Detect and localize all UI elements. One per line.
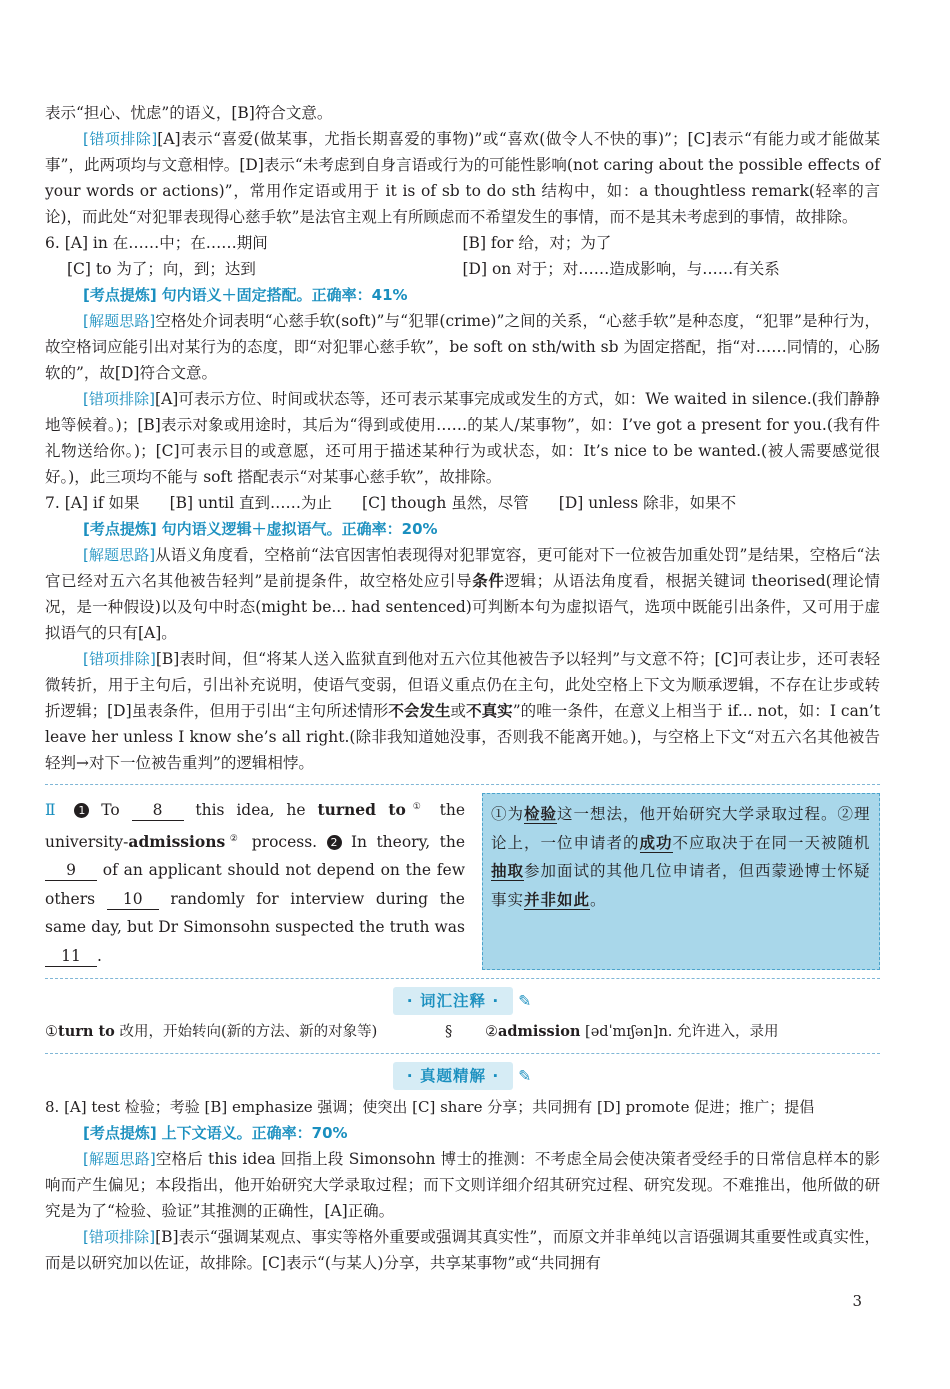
q7-option-a: 7. [A] if 如果 bbox=[45, 494, 140, 512]
q8-solution: [解题思路]空格后 this idea 回指上段 Simonsohn 博士的推测：不考虑全局会使决策者受经手的日常信息样本的影响而产生偏见；本段指出，他开始研究大学录取过程；而下文则详细介绍其研究过程、研究发现。不难推出，他所做的研究是为了“检验、验证”其推测的正确性，[A]正确。 bbox=[45, 1150, 880, 1221]
pen-icon: ✎ bbox=[518, 992, 533, 1011]
pen-icon: ✎ bbox=[518, 1067, 533, 1086]
vocab-item-2: ②admission [ədˈmɪʃən]n. 允许进入，录用 bbox=[485, 1023, 779, 1041]
sentence-marker-2: 2 bbox=[327, 835, 342, 850]
q6-option-c: [C] to 为了；向，到；达到 bbox=[67, 260, 256, 278]
blank-10: 10 bbox=[107, 889, 159, 910]
page-number: 3 bbox=[852, 1292, 862, 1310]
q7-keypoint: [考点提炼] 句内语义逻辑＋虚拟语气。正确率：20% bbox=[83, 520, 438, 538]
q6-option-a: 6. [A] in 在……中；在……期间 bbox=[45, 234, 268, 252]
blank-11: 11 bbox=[45, 946, 97, 967]
q7-solution: [解题思路]从语义角度看，空格前“法官因害怕表现得对犯罪宽容，更可能对下一位被告加重处罚”是结果，空格后“法官已经对五六名其他被告轻判”是前提条件，故空格处应引导条件逻辑；从语法角度看，根据关键词 theorised(理论情况，是一种假设)以及句中时态(might be... had sentenced)可判断本句为虚拟语气，选项中既能引出条件，又可用于虚拟语气的只有[A]。 bbox=[45, 546, 880, 642]
passage-section bbox=[45, 793, 880, 970]
q6-options-row2 bbox=[45, 256, 880, 282]
vocab-item-1: ①turn to 改用，开始转向(新的方法、新的对象等) bbox=[45, 1023, 378, 1041]
q8-error-exclusion: [错项排除][B]表示“强调某观点、事实等格外重要或强调其真实性”，而原文并非单纯以言语强调其重要性或真实性，而是以研究加以佐证，故排除。[C]表示“(与某人)分享，共享某事物”或“共同拥有 bbox=[45, 1228, 880, 1273]
blank-8: 8 bbox=[132, 800, 184, 821]
translation-box: ①为检验这一想法，他开始研究大学录取过程。②理论上，一位申请者的成功不应取决于在同一天被随机抽取参加面试的其他几位申请者，但西蒙逊博士怀疑事实并非如此。 bbox=[482, 793, 880, 970]
q6-solution: [解题思路]空格处介词表明“心慈手软(soft)”与“犯罪(crime)”之间的关系，“心慈手软”是种态度，“犯罪”是种行为，故空格词应能引出对某行为的态度，即“对犯罪心慈手软”，be soft on sth/with sb 为固定搭配，指“对……同情的，心肠软的”，故[D]符合文意。 bbox=[45, 312, 880, 382]
divider bbox=[45, 784, 880, 785]
answer-banner: · 真题精解 · ✎ bbox=[45, 1062, 880, 1090]
paragraph-top: 表示“担心、忧虑”的语义，[B]符合文意。 bbox=[45, 104, 333, 122]
separator-icon: § bbox=[445, 1024, 453, 1041]
tag-error: [错项排除] bbox=[83, 130, 158, 148]
q7-option-b: [B] until 直到……为止 bbox=[169, 494, 333, 512]
q6-options-row1 bbox=[45, 230, 880, 256]
vocab-list bbox=[45, 1019, 880, 1045]
q7-options bbox=[45, 490, 880, 516]
blank-9: 9 bbox=[45, 860, 97, 881]
q8-keypoint: [考点提炼] 上下文语义。正确率：70% bbox=[83, 1124, 348, 1143]
q6-keypoint: [考点提炼] 句内语义＋固定搭配。正确率：41% bbox=[83, 286, 408, 304]
q6-option-b: [B] for 给，对；为了 bbox=[462, 234, 612, 252]
q7-option-c: [C] though 虽然，尽管 bbox=[362, 494, 529, 512]
divider bbox=[45, 1053, 880, 1054]
error-exclusion-5: [错项排除][A]表示“喜爱(做某事，尤指长期喜爱的事物)”或“喜欢(做令人不快的事)”；[C]表示“有能力或才能做某事”，此两项均与文意相悖。[D]表示“未考虑到自身言语或行为的可能性影响(not caring about the possible effects of your words or actions)”，常用作定语或用于 it is of sb to do sth 结构中，如：a thoughtless remark(轻率的言论)，而此处“对犯罪表现得心慈手软”是法官主观上有所顾虑而不希望发生的事情，而不是其未考虑到的事情，故排除。 bbox=[45, 130, 880, 226]
section-number: Ⅱ bbox=[45, 801, 63, 820]
passage-text: Ⅱ 1 To 8 this idea, he turned to① the university-admissions② process. 2 In theory, the 9 of an applicant should not depend on the few others 10 randomly for interview during the same day, but Dr Simonsohn suspected the truth was 11 . bbox=[45, 800, 465, 965]
q7-error-exclusion: [错项排除][B]表时间，但“将某人送入监狱直到他对五六位其他被告予以轻判”与文意不符；[C]可表让步，还可表轻微转折，用于主句后，引出补充说明，使语气变弱，但语义重点仍在主句，此处空格上下文为顺承逻辑，不存在让步或转折逻辑；[D]虽表条件，但用于引出“主句所述情形不会发生或不真实”的唯一条件，在意义上相当于 if... not，如：I can’t leave her unless I know she’s all right.(除非我知道她没事，否则我不能离开她。)，与空格上下文“对五六名其他被告轻判→对下一位被告重判”的逻辑相悖。 bbox=[45, 650, 880, 772]
divider bbox=[45, 978, 880, 979]
q7-option-d: [D] unless 除非，如果不 bbox=[558, 494, 737, 512]
q6-option-d: [D] on 对于；对……造成影响，与……有关系 bbox=[462, 260, 780, 278]
q6-error-exclusion: [错项排除][A]可表示方位、时间或状态等，还可表示某事完成或发生的方式，如：We waited in silence.(我们静静地等候着。)；[B]表示对象或用途时，其后为“得到或使用……的某人/某事物”，如：I’ve got a present for you.(我有件礼物送给你。)；[C]可表示目的或意愿，还可用于描述某种行为或状态，如：It’s nice to be wanted.(被人需要感觉很好。)，此三项均不能与 soft 搭配表示“对某事心慈手软”，故排除。 bbox=[45, 390, 880, 486]
vocab-banner: · 词汇注释 · ✎ bbox=[45, 987, 880, 1015]
q8-options: 8. [A] test 检验；考验 [B] emphasize 强调；使突出 [C] share 分享；共同拥有 [D] promote 促进；推广；提倡 bbox=[45, 1098, 815, 1117]
page-content bbox=[45, 100, 880, 1276]
sentence-marker-1: 1 bbox=[74, 803, 89, 818]
